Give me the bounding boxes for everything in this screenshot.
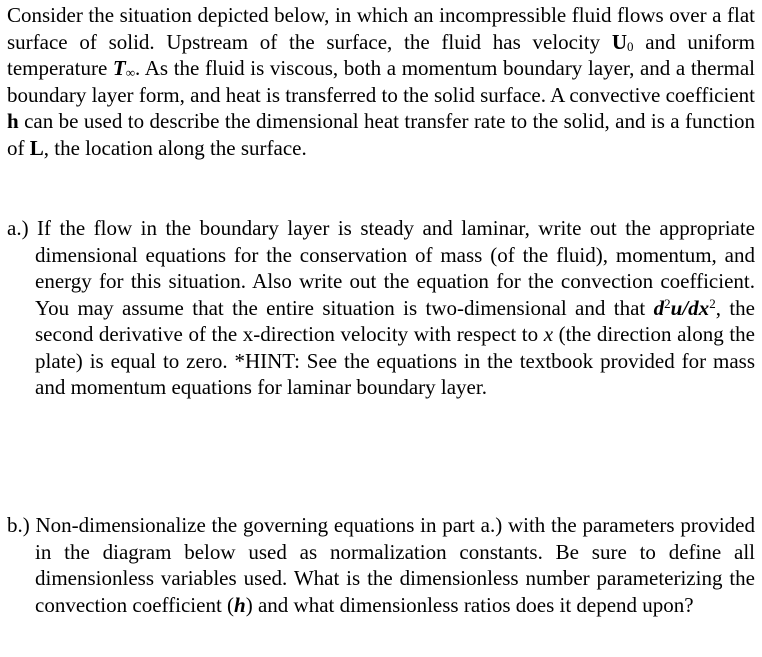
- part-a-label: a.): [7, 216, 29, 240]
- part-a-text-2: , the second derivative of the x-direction velocity with respect to: [35, 295, 755, 346]
- temperature-symbol: T: [112, 56, 126, 80]
- convective-coefficient-symbol: h: [7, 109, 19, 133]
- velocity-subscript: 0: [627, 38, 634, 54]
- second-derivative-sup-1: 2: [664, 295, 671, 311]
- second-derivative-sup-2: 2: [709, 295, 716, 311]
- intro-text-2: and uniform temperature: [7, 29, 755, 80]
- x-variable: x: [543, 322, 554, 346]
- part-a-text-3: (the direction along the plate) is equal to zero. *HINT: See the equations in the textbook provided for mass and momentum equations for laminar boundary layer.: [35, 322, 755, 399]
- second-derivative-d: d: [653, 295, 665, 320]
- intro-text-5: , the location along the surface.: [43, 135, 307, 160]
- intro-text-3: . As the fluid is viscous, both a momentum boundary layer, and a thermal boundary layer form, and heat is transferred to the solid surface. A convective coefficient: [7, 56, 755, 107]
- second-derivative-u-dx: u/dx: [670, 295, 710, 320]
- part-a-paragraph: [7, 215, 755, 401]
- part-b-label: b.): [7, 513, 30, 537]
- intro-text-4: can be used to describe the dimensional heat transfer rate to the solid, and is a function of: [7, 109, 755, 160]
- intro-text-1: Consider the situation depicted below, in which an incompressible fluid flows over a flat surface of solid. Upstream of the surface, the fluid has velocity: [7, 3, 755, 54]
- location-symbol: L: [29, 135, 44, 160]
- part-b-text-1: Non-dimensionalize the governing equations in part a.) with the parameters provided in the diagram below used as normalization constants. Be sure to define all dimensionless variables used. What is the dimensionless number parameterizing the convection coefficient (: [29, 513, 755, 617]
- temperature-subscript: ∞: [125, 64, 136, 80]
- intro-paragraph: [7, 2, 755, 161]
- velocity-symbol: U: [611, 29, 628, 54]
- part-b-paragraph: [7, 512, 755, 618]
- convection-coefficient-h: h: [234, 592, 246, 617]
- part-b-text-2: ) and what dimensionless ratios does it depend upon?: [245, 592, 694, 617]
- part-a-text-1: If the flow in the boundary layer is steady and laminar, write out the appropriate dimensional equations for the conservation of mass (of the fluid), momentum, and energy for this situation. Also write out the equation for the convection coefficient. You may assume that the entire situation is two-dimensional and that: [28, 216, 755, 320]
